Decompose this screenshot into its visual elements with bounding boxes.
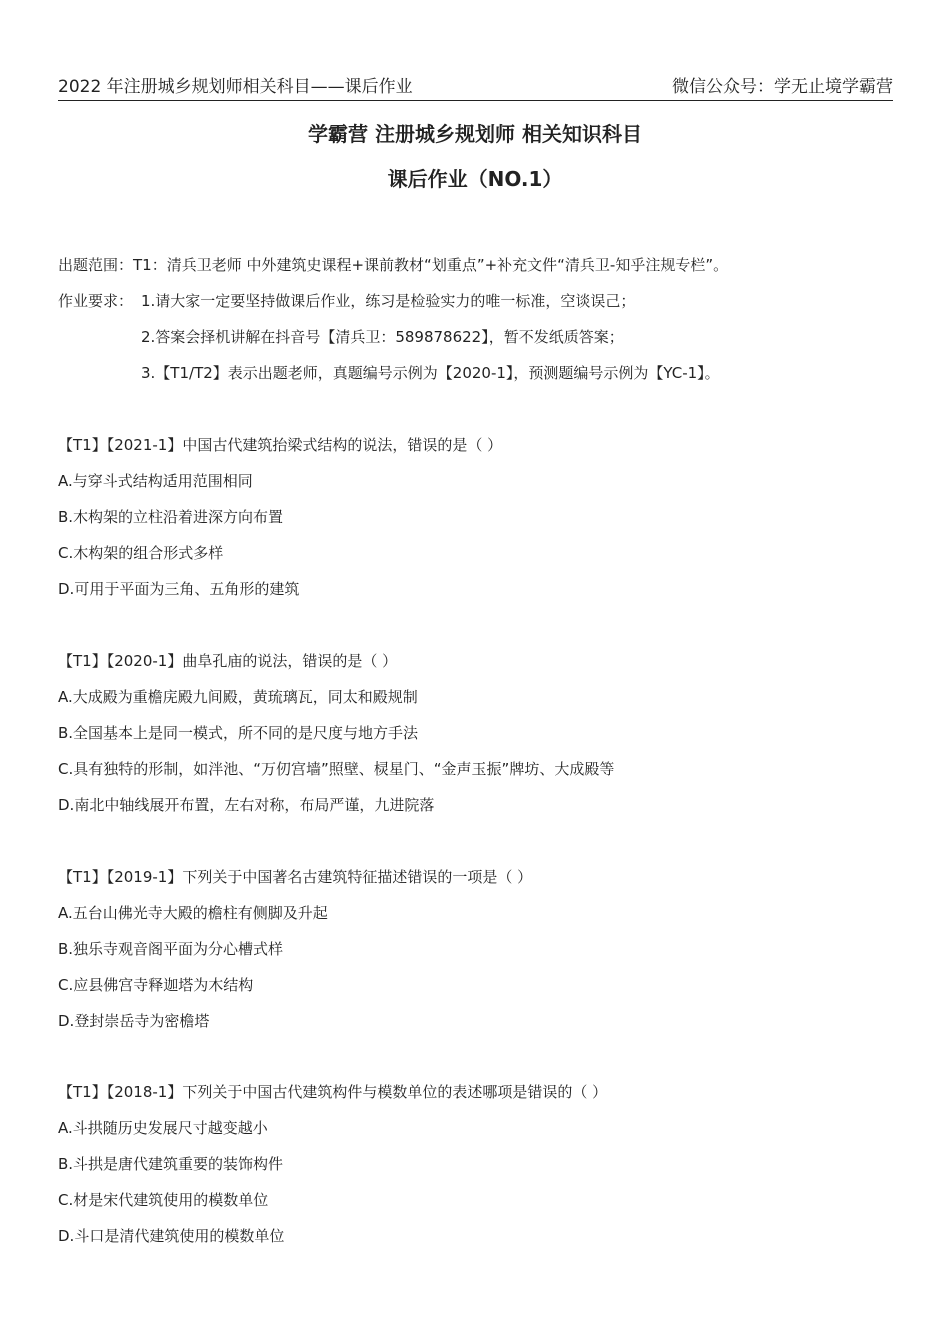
document-title: 学霸营 注册城乡规划师 相关知识科目 bbox=[308, 122, 642, 146]
question-option: A.五台山佛光寺大殿的檐柱有侧脚及升起 bbox=[58, 904, 328, 922]
question-stem: 【T1】【2021-1】中国古代建筑抬梁式结构的说法，错误的是（ ） bbox=[58, 436, 503, 454]
requirement-item: 2.答案会择机讲解在抖音号【清兵卫：589878622】，暂不发纸质答案； bbox=[141, 328, 624, 346]
question-option: C.应县佛宫寺释迦塔为木结构 bbox=[58, 976, 254, 994]
requirement-item: 1.请大家一定要坚持做课后作业，练习是检验实力的唯一标准，空谈误己； bbox=[141, 292, 636, 310]
question-stem: 【T1】【2018-1】下列关于中国古代建筑构件与模数单位的表述哪项是错误的（ ） bbox=[58, 1083, 608, 1101]
page-header bbox=[58, 74, 893, 101]
requirements-label: 作业要求： bbox=[58, 292, 134, 310]
question-option: B.独乐寺观音阁平面为分心槽式样 bbox=[58, 940, 284, 958]
document-subtitle: 课后作业（NO.1） bbox=[387, 167, 563, 191]
header-wechat-account: 微信公众号：学无止境学霸营 bbox=[672, 77, 893, 97]
question-option: B.木构架的立柱沿着进深方向布置 bbox=[58, 508, 284, 526]
header-course-title: 2022 年注册城乡规划师相关科目——课后作业 bbox=[58, 77, 413, 97]
question-stem: 【T1】【2020-1】曲阜孔庙的说法，错误的是（ ） bbox=[58, 652, 398, 670]
question-option: C.木构架的组合形式多样 bbox=[58, 544, 224, 562]
question-stem: 【T1】【2019-1】下列关于中国著名古建筑特征描述错误的一项是（ ） bbox=[58, 868, 533, 886]
question-option: D.斗口是清代建筑使用的模数单位 bbox=[58, 1227, 285, 1245]
question-option: C.材是宋代建筑使用的模数单位 bbox=[58, 1191, 269, 1209]
question-option: D.可用于平面为三角、五角形的建筑 bbox=[58, 580, 300, 598]
scope-line: 出题范围：T1：清兵卫老师 中外建筑史课程+课前教材“划重点”+补充文件“清兵卫-知乎注规专栏”。 bbox=[58, 256, 729, 274]
question-option: A.大成殿为重檐庑殿九间殿，黄琉璃瓦，同太和殿规制 bbox=[58, 688, 418, 706]
question-option: D.登封崇岳寺为密檐塔 bbox=[58, 1012, 210, 1030]
requirement-item: 3.【T1/T2】表示出题老师，真题编号示例为【2020-1】，预测题编号示例为【YC-1】。 bbox=[141, 364, 720, 382]
question-option: C.具有独特的形制，如泮池、“万仞宫墙”照壁、棂星门、“金声玉振”牌坊、大成殿等 bbox=[58, 760, 615, 778]
question-option: B.斗拱是唐代建筑重要的装饰构件 bbox=[58, 1155, 284, 1173]
question-option: A.与穿斗式结构适用范围相同 bbox=[58, 472, 253, 490]
question-option: A.斗拱随历史发展尺寸越变越小 bbox=[58, 1119, 268, 1137]
question-option: D.南北中轴线展开布置，左右对称，布局严谨，九进院落 bbox=[58, 796, 435, 814]
question-option: B.全国基本上是同一模式，所不同的是尺度与地方手法 bbox=[58, 724, 419, 742]
